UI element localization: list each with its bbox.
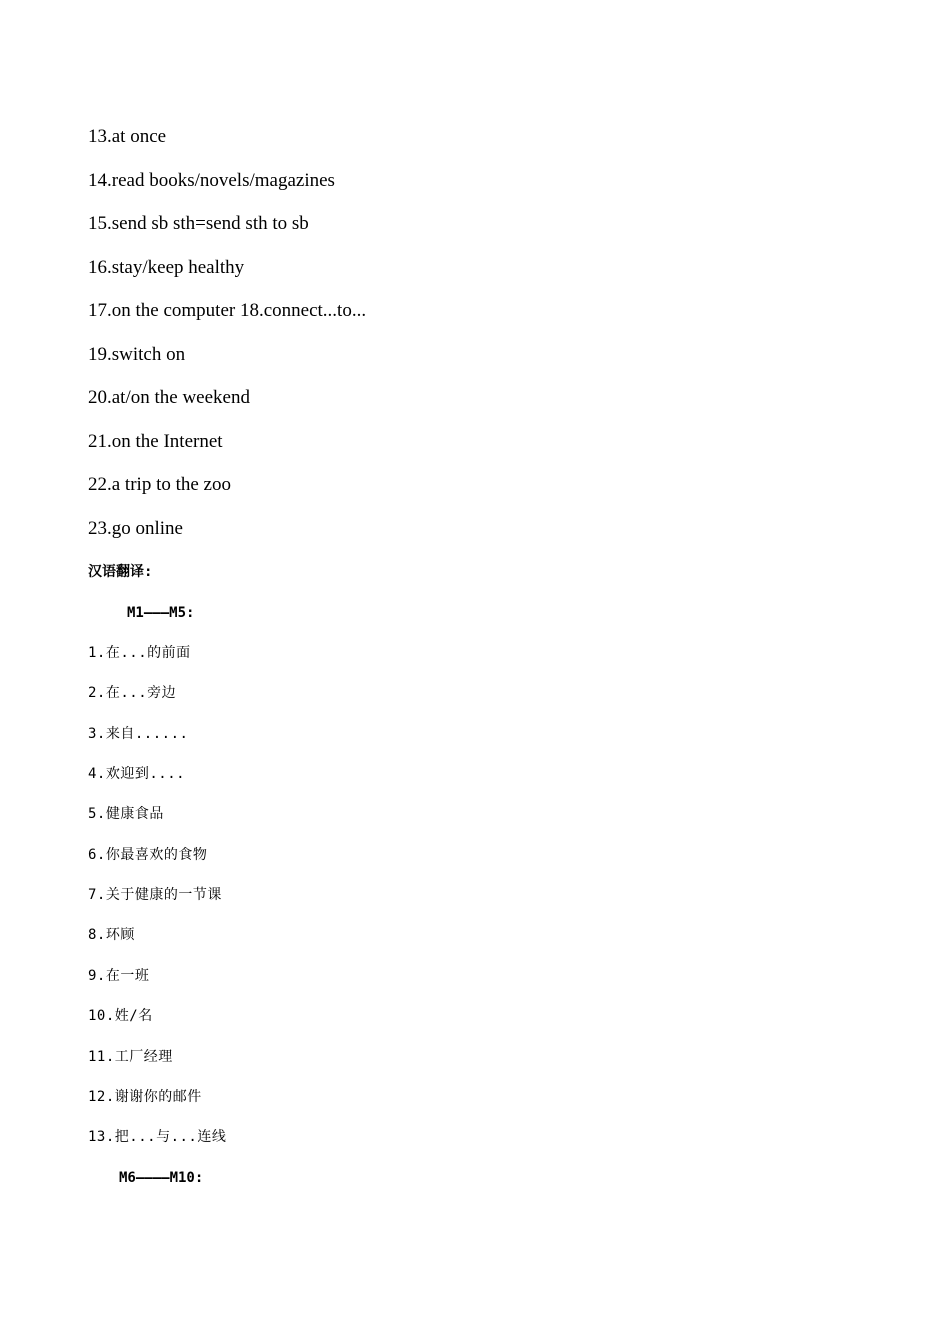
chinese-item-1: 1.在...的前面: [88, 645, 191, 661]
translation-heading: 汉语翻译:: [88, 564, 153, 580]
chinese-item-4: 4.欢迎到....: [88, 766, 186, 782]
chinese-item-5: 5.健康食品: [88, 806, 164, 822]
phrase-21: 21.on the Internet: [88, 431, 223, 452]
phrase-14: 14.read books/novels/magazines: [88, 170, 335, 191]
chinese-item-11: 11.工厂经理: [88, 1049, 173, 1065]
chinese-item-13: 13.把...与...连线: [88, 1129, 227, 1145]
chinese-item-12: 12.谢谢你的邮件: [88, 1089, 202, 1105]
phrase-20: 20.at/on the weekend: [88, 387, 250, 408]
phrase-15: 15.send sb sth=send sth to sb: [88, 213, 309, 234]
phrase-16: 16.stay/keep healthy: [88, 257, 245, 278]
module-m1-m5-heading: M1———M5:: [127, 605, 195, 621]
phrase-23: 23.go online: [88, 518, 183, 539]
chinese-item-2: 2.在...旁边: [88, 685, 177, 701]
chinese-item-8: 8.环顾: [88, 927, 135, 943]
phrase-19: 19.switch on: [88, 344, 186, 365]
phrase-22: 22.a trip to the zoo: [88, 474, 231, 495]
chinese-item-6: 6.你最喜欢的食物: [88, 847, 208, 863]
module-m6-m10-heading: M6————M10:: [119, 1170, 204, 1186]
chinese-item-10: 10.姓/名: [88, 1008, 153, 1024]
phrase-13: 13.at once: [88, 126, 167, 147]
chinese-item-9: 9.在一班: [88, 968, 150, 984]
chinese-item-7: 7.关于健康的一节课: [88, 887, 222, 903]
phrase-17-18: 17.on the computer 18.connect...to...: [88, 300, 367, 321]
chinese-item-3: 3.来自......: [88, 726, 189, 742]
